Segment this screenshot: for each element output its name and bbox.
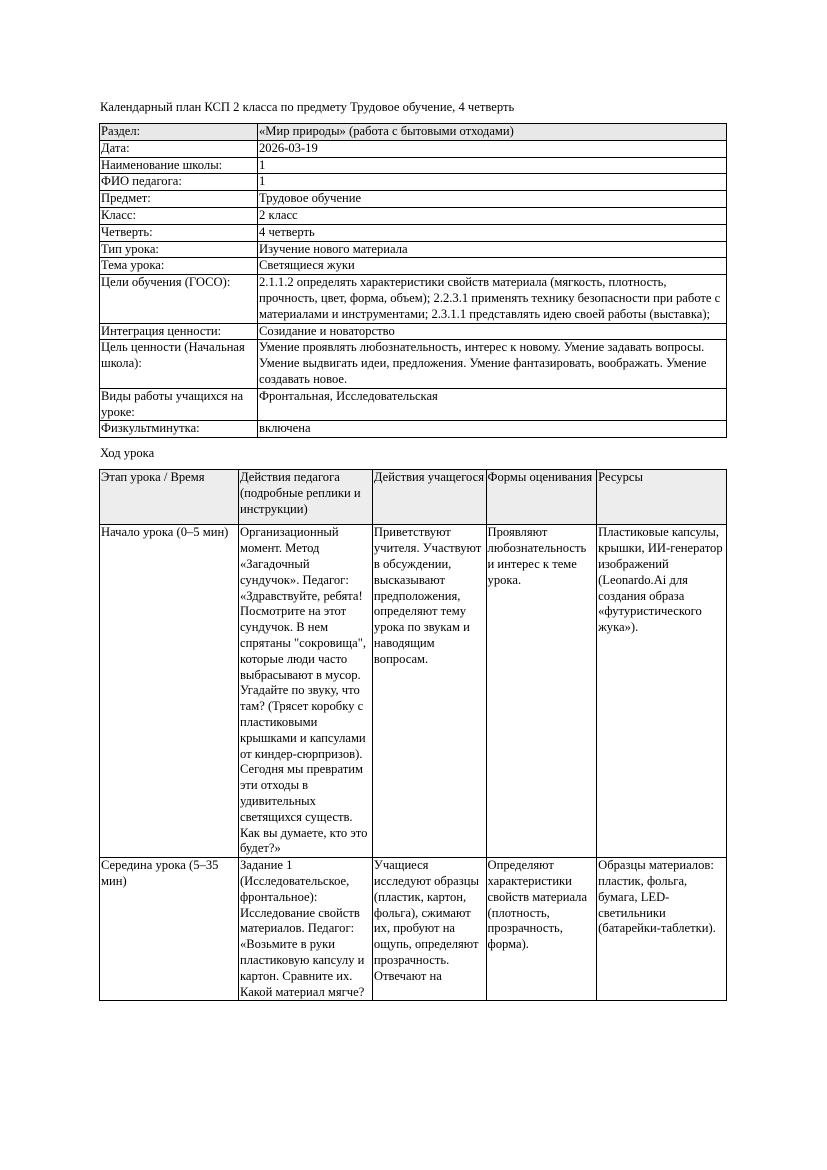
info-row: [100, 421, 727, 438]
info-key: Четверть:: [100, 224, 258, 241]
info-key: Виды работы учащихся на уроке:: [100, 388, 258, 421]
assessment-cell: Определяют характеристики свойств материала (плотность, прозрачность, форма).: [486, 858, 597, 1001]
info-row: [100, 275, 727, 323]
info-key: Цели обучения (ГОСО):: [100, 275, 258, 323]
info-row: [100, 174, 727, 191]
info-value: включена: [258, 421, 727, 438]
teacher-actions-cell: Задание 1 (Исследовательское, фронтальное): Исследование свойств материалов. Педагог: «Возьмите в руки пластиковую капсулу и картон. Сравните их. Какой материал мягче?: [238, 858, 372, 1001]
info-value: 4 четверть: [258, 224, 727, 241]
stage-cell: Начало урока (0–5 мин): [100, 525, 239, 858]
info-value: 1: [258, 174, 727, 191]
info-row: [100, 124, 727, 141]
info-row: [100, 224, 727, 241]
info-value: 1: [258, 157, 727, 174]
lesson-flow-title: Ход урока: [100, 446, 155, 460]
info-row: [100, 388, 727, 421]
info-value: Умение проявлять любознательность, интерес к новому. Умение задавать вопросы. Умение выдвигать идеи, предложения. Умение фантазировать, воображать. Умение создавать новое.: [258, 340, 727, 388]
info-row: [100, 241, 727, 258]
info-value: Изучение нового материала: [258, 241, 727, 258]
info-row: [100, 323, 727, 340]
info-key: Предмет:: [100, 191, 258, 208]
flow-row: [100, 525, 727, 858]
info-row: [100, 191, 727, 208]
lesson-info-table: [99, 123, 727, 438]
assessment-cell: Проявляют любознательность и интерес к теме урока.: [486, 525, 597, 858]
teacher-actions-cell: Организационный момент. Метод «Загадочный сундучок». Педагог: «Здравствуйте, ребята! Посмотрите на этот сундучок. В нем спрятаны "сокровища", которые люди часто выбрасывают в мусор. Угадайте по звуку, что там? (Трясет коробку с пластиковыми крышками и капсулами от киндер-сюрпризов). Сегодня мы превратим эти отходы в удивительных светящихся существ. Как вы думаете, кто это будет?»: [238, 525, 372, 858]
info-key: ФИО педагога:: [100, 174, 258, 191]
info-row: [100, 157, 727, 174]
info-value: Светящиеся жуки: [258, 258, 727, 275]
info-value: Трудовое обучение: [258, 191, 727, 208]
info-value: 2 класс: [258, 207, 727, 224]
page-title: Календарный план КСП 2 класса по предмету Трудовое обучение, 4 четверть: [100, 100, 515, 114]
info-value: Фронтальная, Исследовательская: [258, 388, 727, 421]
info-key: Наименование школы:: [100, 157, 258, 174]
info-value: 2.1.1.2 определять характеристики свойств материала (мягкость, плотность, прочность, цвет, форма, объем); 2.2.3.1 применять технику безопасности при работе с материалами и инструментами; 2.3.1.1 представлять идею своей работы (выставка);: [258, 275, 727, 323]
header-stage: Этап урока / Время: [100, 470, 239, 525]
student-actions-cell: Учащиеся исследуют образцы (пластик, картон, фольга), сжимают их, пробуют на ощупь, определяют прозрачность. Отвечают на: [372, 858, 486, 1001]
resources-cell: Пластиковые капсулы, крышки, ИИ-генератор изображений (Leonardo.Ai для создания образа «футуристического жука»).: [597, 525, 727, 858]
header-resources: Ресурсы: [597, 470, 727, 525]
header-teacher-actions: Действия педагога (подробные реплики и инструкции): [238, 470, 372, 525]
lesson-flow-table: [99, 469, 727, 1001]
info-value: «Мир природы» (работа с бытовыми отходами): [258, 124, 727, 141]
info-value: 2026-03-19: [258, 140, 727, 157]
info-row: [100, 207, 727, 224]
student-actions-cell: Приветствуют учителя. Участвуют в обсуждении, высказывают предположения, определяют тему урока по звукам и наводящим вопросам.: [372, 525, 486, 858]
resources-cell: Образцы материалов: пластик, фольга, бумага, LED-светильники (батарейки-таблетки).: [597, 858, 727, 1001]
info-key: Физкультминутка:: [100, 421, 258, 438]
info-key: Тема урока:: [100, 258, 258, 275]
info-row: [100, 340, 727, 388]
info-key: Тип урока:: [100, 241, 258, 258]
info-key: Раздел:: [100, 124, 258, 141]
info-value: Созидание и новаторство: [258, 323, 727, 340]
info-row: [100, 258, 727, 275]
info-key: Интеграция ценности:: [100, 323, 258, 340]
info-key: Класс:: [100, 207, 258, 224]
flow-row: [100, 858, 727, 1001]
info-key: Цель ценности (Начальная школа):: [100, 340, 258, 388]
header-assessment: Формы оценивания: [486, 470, 597, 525]
info-row: [100, 140, 727, 157]
info-key: Дата:: [100, 140, 258, 157]
stage-cell: Середина урока (5–35 мин): [100, 858, 239, 1001]
flow-header-row: [100, 470, 727, 525]
header-student-actions: Действия учащегося: [372, 470, 486, 525]
